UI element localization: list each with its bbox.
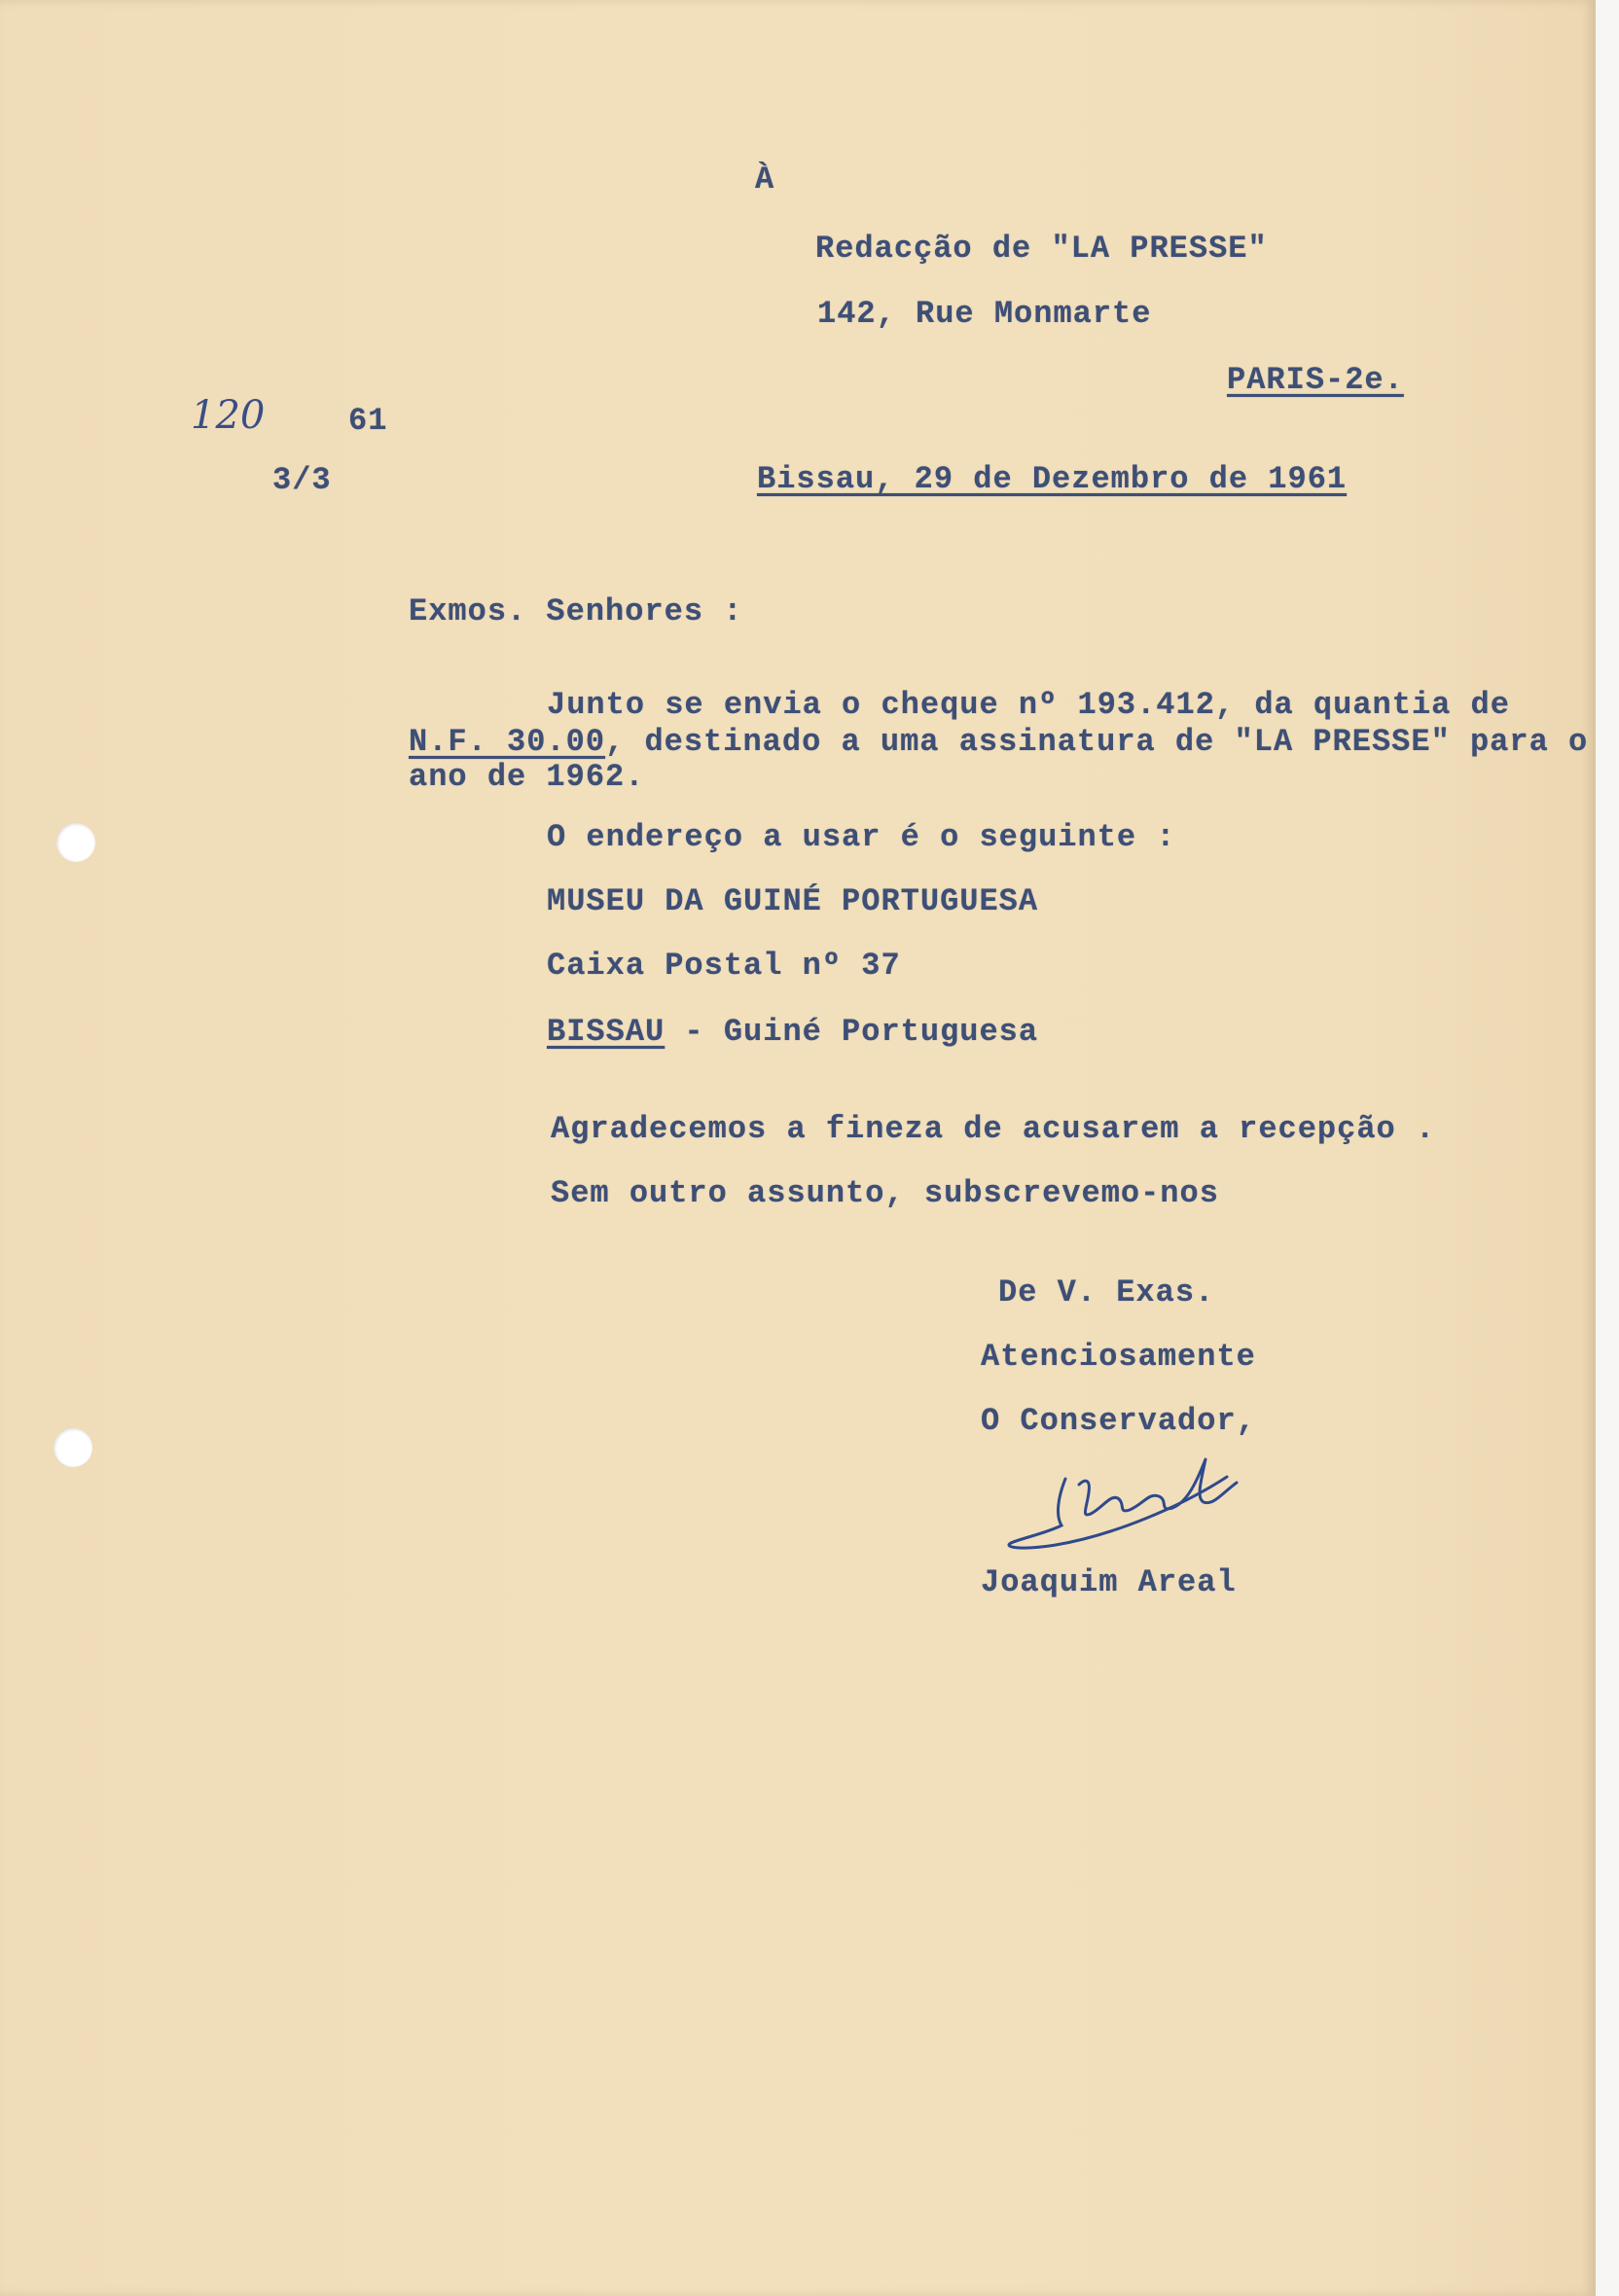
scan-edge bbox=[1596, 0, 1619, 2296]
margin-fraction: 3/3 bbox=[272, 462, 332, 498]
date-line: Bissau, 29 de Dezembro de 1961 bbox=[757, 461, 1348, 497]
recipient-name: Redacção de "LA PRESSE" bbox=[815, 231, 1268, 267]
sign-off-2: Atenciosamente bbox=[981, 1339, 1256, 1375]
address-intro: O endereço a usar é o seguinte : bbox=[547, 819, 1176, 855]
address-country: - Guiné Portuguesa bbox=[665, 1014, 1039, 1050]
body-line-2-rest: , destinado a uma assinatura de "LA PRESSE" para o bbox=[605, 724, 1589, 760]
signatory-name: Joaquim Areal bbox=[981, 1564, 1237, 1600]
body-line-2 bbox=[409, 724, 1588, 760]
margin-number: 61 bbox=[348, 403, 388, 439]
body-line-1: Junto se envia o cheque nº 193.412, da quantia de bbox=[547, 687, 1510, 723]
sign-off-1: De V. Exas. bbox=[998, 1274, 1215, 1310]
address-line-2: Caixa Postal nº 37 bbox=[547, 948, 901, 984]
closing-regards: Sem outro assunto, subscrevemo-nos bbox=[551, 1175, 1219, 1211]
address-line-3 bbox=[547, 1014, 1038, 1050]
amount: N.F. 30.00 bbox=[409, 724, 606, 760]
sign-off-3: O Conservador, bbox=[981, 1403, 1256, 1439]
body-line-3: ano de 1962. bbox=[409, 759, 645, 795]
punch-hole bbox=[54, 1428, 92, 1467]
salutation: Exmos. Senhores : bbox=[409, 593, 743, 629]
closing-thanks: Agradecemos a fineza de acusarem a recepção . bbox=[551, 1111, 1436, 1147]
address-city: BISSAU bbox=[547, 1014, 666, 1050]
recipient-prefix: À bbox=[755, 161, 775, 197]
punch-hole bbox=[56, 823, 95, 862]
recipient-city: PARIS-2e. bbox=[1227, 362, 1404, 398]
address-line-1: MUSEU DA GUINÉ PORTUGUESA bbox=[547, 883, 1039, 919]
handwritten-note: 120 bbox=[191, 393, 266, 438]
recipient-street: 142, Rue Monmarte bbox=[817, 296, 1152, 332]
handwritten-signature-icon bbox=[997, 1450, 1250, 1566]
